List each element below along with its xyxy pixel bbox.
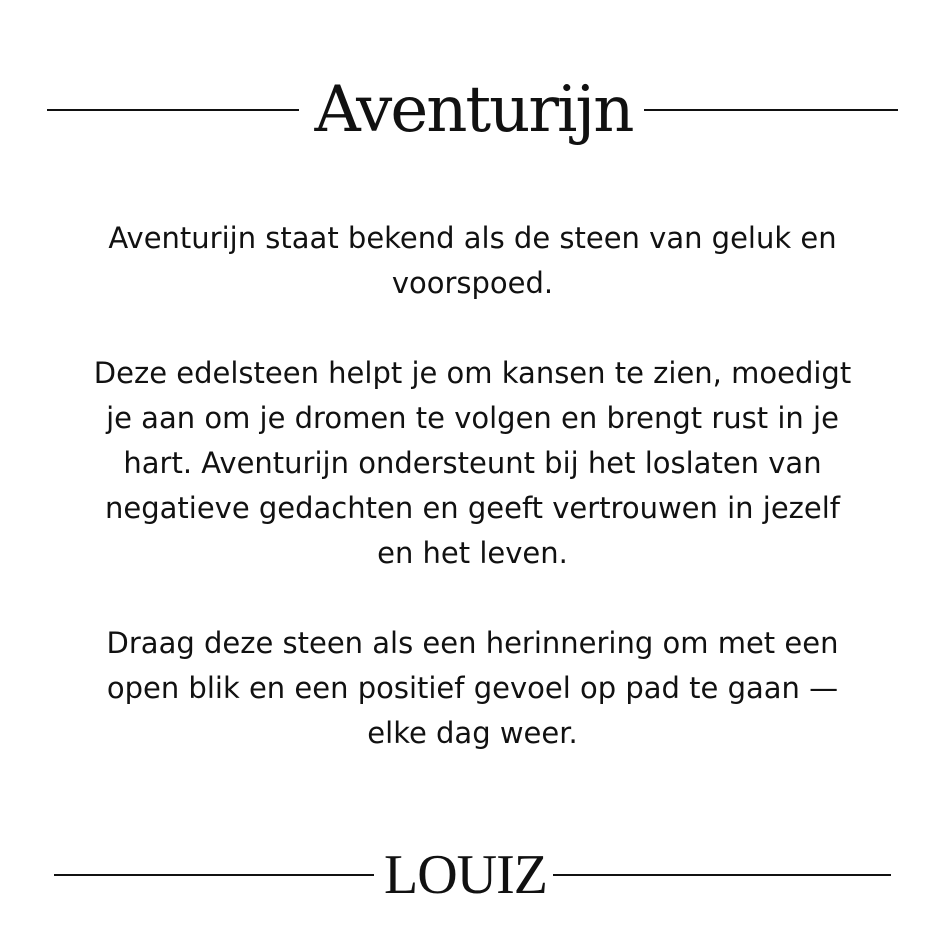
paragraph-2 (40, 351, 905, 576)
text-line: elke dag weer. (367, 716, 578, 750)
text-line: voorspoed. (391, 266, 554, 300)
brand-logo: LOUIZ (384, 844, 547, 906)
paragraph-3 (40, 621, 905, 756)
text-line: hart. Aventurijn ondersteunt bij het loslaten van (123, 446, 822, 480)
brand-footer (0, 845, 945, 905)
title-rule-right (644, 109, 898, 111)
paragraph-1 (40, 216, 905, 306)
text-line: en het leven. (377, 536, 568, 570)
text-line: negatieve gedachten en geeft vertrouwen in jezelf (104, 491, 841, 525)
title-rule-left (47, 109, 299, 111)
text-line: Aventurijn staat bekend als de steen van geluk en (108, 221, 837, 255)
page-title: Aventurijn (314, 73, 633, 147)
text-line: open blik en een positief gevoel op pad te gaan — (106, 671, 839, 705)
paragraph-spacer (40, 306, 905, 351)
description-text (40, 216, 905, 756)
text-line: je aan om je dromen te volgen en brengt rust in je (106, 401, 839, 435)
title-header (0, 75, 945, 145)
brand-rule-left (54, 874, 374, 876)
brand-rule-right (553, 874, 891, 876)
text-line: Deze edelsteen helpt je om kansen te zien, moedigt (93, 356, 852, 390)
paragraph-spacer (40, 576, 905, 621)
text-line: Draag deze steen als een herinnering om met een (106, 626, 839, 660)
